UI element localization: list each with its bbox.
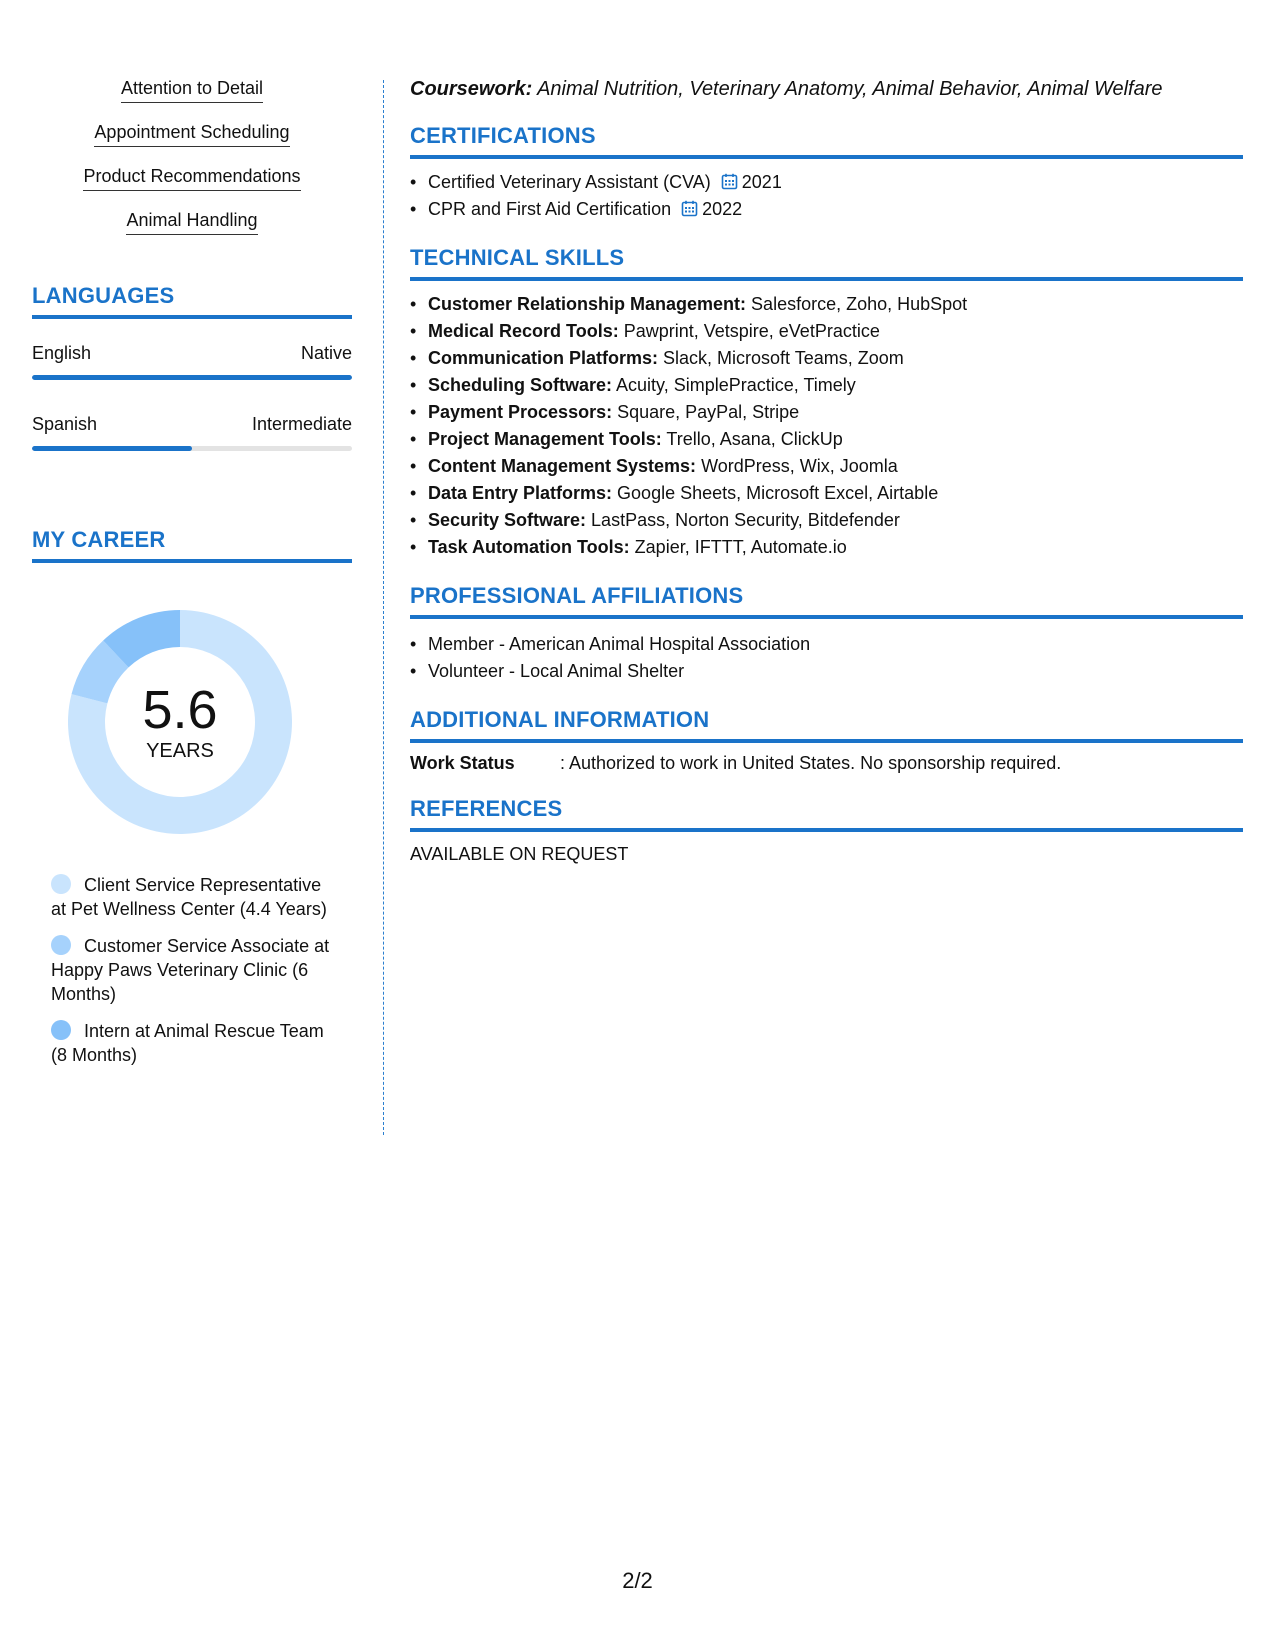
skill-value: Square, PayPal, Stripe — [612, 402, 800, 422]
certification-name: CPR and First Aid Certification — [428, 199, 672, 219]
additional-info-section — [410, 707, 1243, 774]
career-legend-item — [51, 1019, 331, 1067]
coursework — [410, 78, 1243, 101]
legend-dot — [51, 874, 71, 894]
career-section — [32, 527, 352, 1067]
skill-label: Content Management Systems: — [428, 456, 697, 476]
career-label: Client Service Representative at Pet Wellness Center (4.4 Years) — [51, 875, 327, 919]
work-status-value: : Authorized to work in United States. No sponsorship required. — [560, 753, 1062, 773]
skill-value: Trello, Asana, ClickUp — [661, 429, 843, 449]
skill-value: Slack, Microsoft Teams, Zoom — [658, 348, 904, 368]
coursework-label: Coursework: — [410, 78, 533, 100]
technical-skill-item — [428, 480, 1243, 507]
language-bar-fill — [32, 446, 192, 451]
technical-skill-item — [428, 507, 1243, 534]
technical-skills-title: TECHNICAL SKILLS — [410, 245, 1243, 281]
skills-list — [32, 78, 352, 235]
skill-value: Pawprint, Vetspire, eVetPractice — [618, 321, 880, 341]
legend-dot — [51, 1020, 71, 1040]
skill-item: Appointment Scheduling — [94, 122, 289, 147]
certification-name: Certified Veterinary Assistant (CVA) — [428, 172, 711, 192]
calendar-icon — [721, 173, 738, 190]
language-bar — [32, 446, 352, 451]
skill-value: LastPass, Norton Security, Bitdefender — [586, 510, 900, 530]
language-name: Spanish — [32, 414, 98, 434]
certifications-title: CERTIFICATIONS — [410, 123, 1243, 159]
coursework-text: Animal Nutrition, Veterinary Anatomy, Animal Behavior, Animal Welfare — [532, 78, 1163, 100]
main-column — [410, 78, 1243, 887]
career-unit: YEARS — [146, 739, 214, 762]
career-donut-chart — [65, 607, 295, 837]
skill-value: WordPress, Wix, Joomla — [696, 456, 898, 476]
career-label: Customer Service Associate at Happy Paws Veterinary Clinic (6 Months) — [51, 936, 330, 1004]
skill-label: Security Software: — [428, 510, 587, 530]
language-name: English — [32, 343, 92, 363]
affiliations-title: PROFESSIONAL AFFILIATIONS — [410, 583, 1243, 619]
sidebar — [32, 78, 352, 1080]
work-status-label: Work Status — [410, 753, 515, 773]
skill-value: Zapier, IFTTT, Automate.io — [629, 537, 847, 557]
skill-label: Customer Relationship Management: — [428, 294, 747, 314]
skill-item: Product Recommendations — [83, 166, 300, 191]
technical-skill-item — [428, 345, 1243, 372]
skill-label: Project Management Tools: — [428, 429, 662, 449]
languages-title: LANGUAGES — [32, 283, 352, 319]
column-divider — [383, 80, 384, 1135]
language-bar-fill — [32, 375, 352, 380]
references-text: AVAILABLE ON REQUEST — [410, 844, 629, 864]
languages-section — [32, 283, 352, 451]
technical-skill-item — [428, 534, 1243, 561]
technical-skill-item — [428, 453, 1243, 480]
certification-year: 2022 — [702, 199, 743, 219]
affiliations-section — [410, 583, 1243, 685]
technical-skill-item — [428, 399, 1243, 426]
skill-value: Google Sheets, Microsoft Excel, Airtable — [612, 483, 939, 503]
references-title: REFERENCES — [410, 796, 1243, 832]
career-total: 5.6 — [142, 679, 218, 740]
career-title: MY CAREER — [32, 527, 352, 563]
skill-label: Payment Processors: — [428, 402, 613, 422]
technical-skill-item — [428, 372, 1243, 399]
skill-value: Salesforce, Zoho, HubSpot — [746, 294, 968, 314]
skill-label: Communication Platforms: — [428, 348, 659, 368]
certification-item — [428, 196, 1243, 223]
affiliation-item: • Volunteer - Local Animal Shelter — [428, 658, 1243, 685]
certification-item — [428, 169, 1243, 196]
language-level: Native — [300, 343, 352, 363]
work-status-row — [410, 753, 1243, 774]
skill-value: Acuity, SimplePractice, Timely — [612, 375, 856, 395]
technical-skill-item — [428, 426, 1243, 453]
skill-label: Task Automation Tools: — [428, 537, 630, 557]
affiliation-item: • Member - American Animal Hospital Association — [428, 631, 1243, 658]
skill-item: Animal Handling — [126, 210, 257, 235]
references-section — [410, 796, 1243, 865]
career-legend — [32, 873, 352, 1067]
career-legend-item — [51, 934, 331, 1006]
career-legend-item — [51, 873, 331, 921]
calendar-icon — [681, 200, 698, 217]
language-level: Intermediate — [251, 414, 352, 434]
language-item — [32, 343, 352, 380]
skill-label: Scheduling Software: — [428, 375, 613, 395]
skill-item: Attention to Detail — [121, 78, 263, 103]
legend-dot — [51, 935, 71, 955]
skill-label: Data Entry Platforms: — [428, 483, 613, 503]
certifications-section — [410, 123, 1243, 223]
technical-skill-item — [428, 291, 1243, 318]
certification-year: 2021 — [741, 172, 782, 192]
page-number: 2/2 — [622, 1568, 653, 1593]
technical-skills-section — [410, 245, 1243, 561]
additional-info-title: ADDITIONAL INFORMATION — [410, 707, 1243, 743]
technical-skill-item — [428, 318, 1243, 345]
skill-label: Medical Record Tools: — [428, 321, 619, 341]
language-item — [32, 414, 352, 451]
career-label: Intern at Animal Rescue Team (8 Months) — [51, 1021, 324, 1065]
language-bar — [32, 375, 352, 380]
